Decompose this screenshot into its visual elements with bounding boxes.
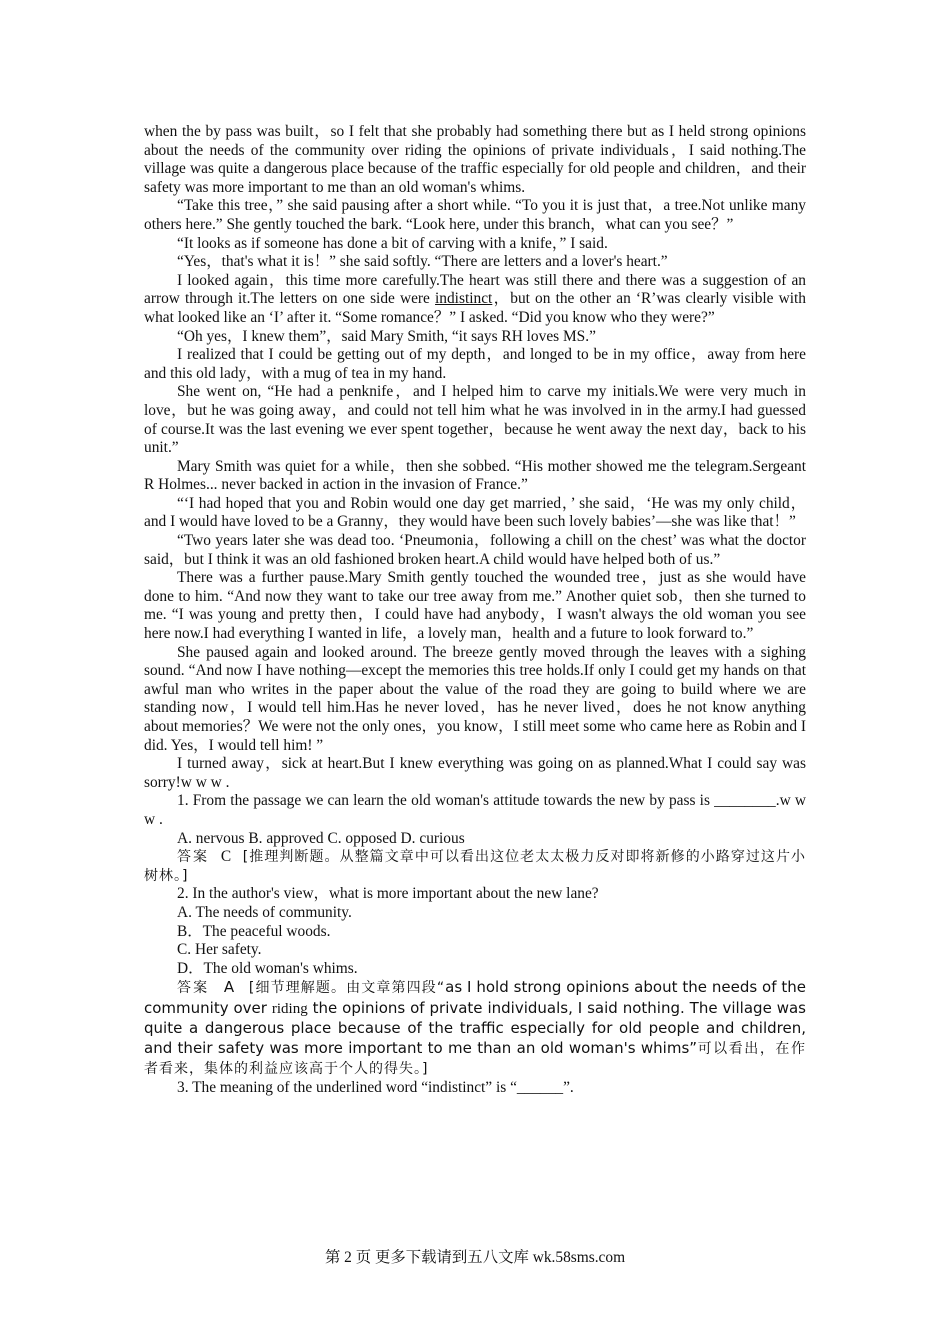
question-2-option: C. Her safety. (177, 941, 262, 959)
paragraph: She paused again and looked around. The breeze gently moved through the leaves with a sighing sound. “And now I have nothing—except the memories this tree holds.If only I could get my hands on that awful man who writes in the paper about the value of the road they are going to build where we are standing now，I would tell him.Has he never loved，has he never lived，does he not know anything about memories？We were not the only ones，you know，I still meet some who came here as Robin and I did. Yes，I would tell him! ” (144, 643, 806, 754)
question-3: 3. The meaning of the underlined word “indistinct” is “______”. (177, 1079, 574, 1097)
question-1: 1. From the passage we can learn the old woman's attitude towards the new by pass is ________.w w w . (144, 792, 806, 828)
answer-explanation-cn: 可以看出，在作者看来，集体的利益应该高于个人的得失。] (144, 1040, 806, 1077)
paragraph: “Two years later she was dead too. ‘Pneumonia，following a chill on the chest’ was what the doctor said，but I think it was an old fashioned broken heart.A child would have helped both of us.” (144, 532, 806, 568)
answer-label: 答案 (177, 849, 210, 866)
answer-explanation-cn: [细节理解题。由文章第四段“ (248, 980, 446, 997)
question-2: 2. In the author's view，what is more important about the new lane? (177, 885, 599, 903)
paragraph: “Take this tree，” she said pausing after a short while. “To you it is just that，a tree.Not unlike many others here.” She gently touched the bark. “Look here, under this branch，what can you see？” (144, 197, 806, 233)
answer-quote-word: riding (271, 1000, 308, 1017)
question-1-options: A. nervous B. approved C. opposed D. curious (177, 829, 465, 847)
underlined-word: indistinct (435, 290, 493, 308)
text-run: ，but on the other an ‘R’was clearly visible with what looked like an ‘I’ after it. “Some romance？” I asked. “Did you know who they were?” (144, 290, 806, 326)
question-1-answer (144, 848, 806, 885)
document-body (144, 123, 806, 1098)
paragraph: “‘I had hoped that you and Robin would one day get married，’ she said，‘He was my only child，and I would have loved to be a Granny，they would have been such lovely babies’—she was like that！” (144, 494, 806, 531)
paragraph: I turned away，sick at heart.But I knew everything was going on as planned.What I could say was sorry!w w w . (144, 755, 806, 791)
question-2-option: A. The needs of community. (177, 903, 352, 921)
paragraph: There was a further pause.Mary Smith gently touched the wounded tree，just as she would have done to him. “And now they want to take our tree away from me.” Another quiet sob，then she turned to me. “I was young and pretty then，I could have had anybody，I wasn't always the old woman you see here now.I had everything I wanted in life，a lovely man，health and a future to look forward to.” (144, 569, 806, 643)
paragraph: Mary Smith was quiet for a while，then she sobbed. “His mother showed me the telegram.Sergeant R Holmes... never backed in action in the invasion of France.” (144, 457, 806, 494)
paragraph: “Yes，that's what it is！” she said softly. “There are letters and a lover's heart.” (177, 253, 668, 271)
paragraph (144, 272, 806, 328)
answer-letter: A (223, 978, 235, 997)
question-2-answer (144, 978, 806, 1079)
answer-label: 答案 (177, 980, 210, 997)
paragraph: I realized that I could be getting out of my depth，and longed to be in my office，away from here and this old lady，with a mug of tea in my hand. (144, 346, 806, 382)
question-2-option: D．The old woman's whims. (177, 959, 358, 977)
answer-quote: the opinions of private individuals, I said nothing. The village was quite a dangerous place because of the traffic especially for old people and children, and their safety was more important to me than an old woman's whims” (144, 998, 806, 1057)
question-2-option: B．The peaceful woods. (177, 922, 331, 940)
page-footer: 第 2 页 更多下载请到五八文库 wk.58sms.com (324, 1249, 626, 1266)
text-run: I looked again，this time more carefully.The heart was still there and there was a suggestion of an arrow through it.The letters on one side were (144, 271, 806, 308)
paragraph: when the by pass was built，so I felt that she probably had something there but as I held strong opinions about the needs of the community over riding the opinions of private individuals，I said nothing.The village was quite a dangerous place because of the traffic especially for old people and children，and their safety was more important to me than an old woman's whims. (144, 123, 806, 196)
answer-letter: C (220, 848, 232, 866)
answer-explanation: [推理判断题。从整篇文章中可以看出这位老太太极力反对即将新修的小路穿过这片小树林。] (144, 849, 807, 884)
paragraph: “Oh yes，I knew them”，said Mary Smith, “it says RH loves MS.” (177, 327, 596, 345)
paragraph: “It looks as if someone has done a bit of carving with a knife，” I said. (177, 234, 608, 252)
paragraph: She went on, “He had a penknife，and I helped him to carve my initials.We were very much in love，but he was going away，and could not tell him what he was involved in in the army.I had guessed of course.It was the last evening we ever spent together，because he went away the next day，back to his unit.” (144, 383, 806, 457)
answer-quote: as I hold strong opinions about the needs of the community over (144, 978, 807, 1017)
